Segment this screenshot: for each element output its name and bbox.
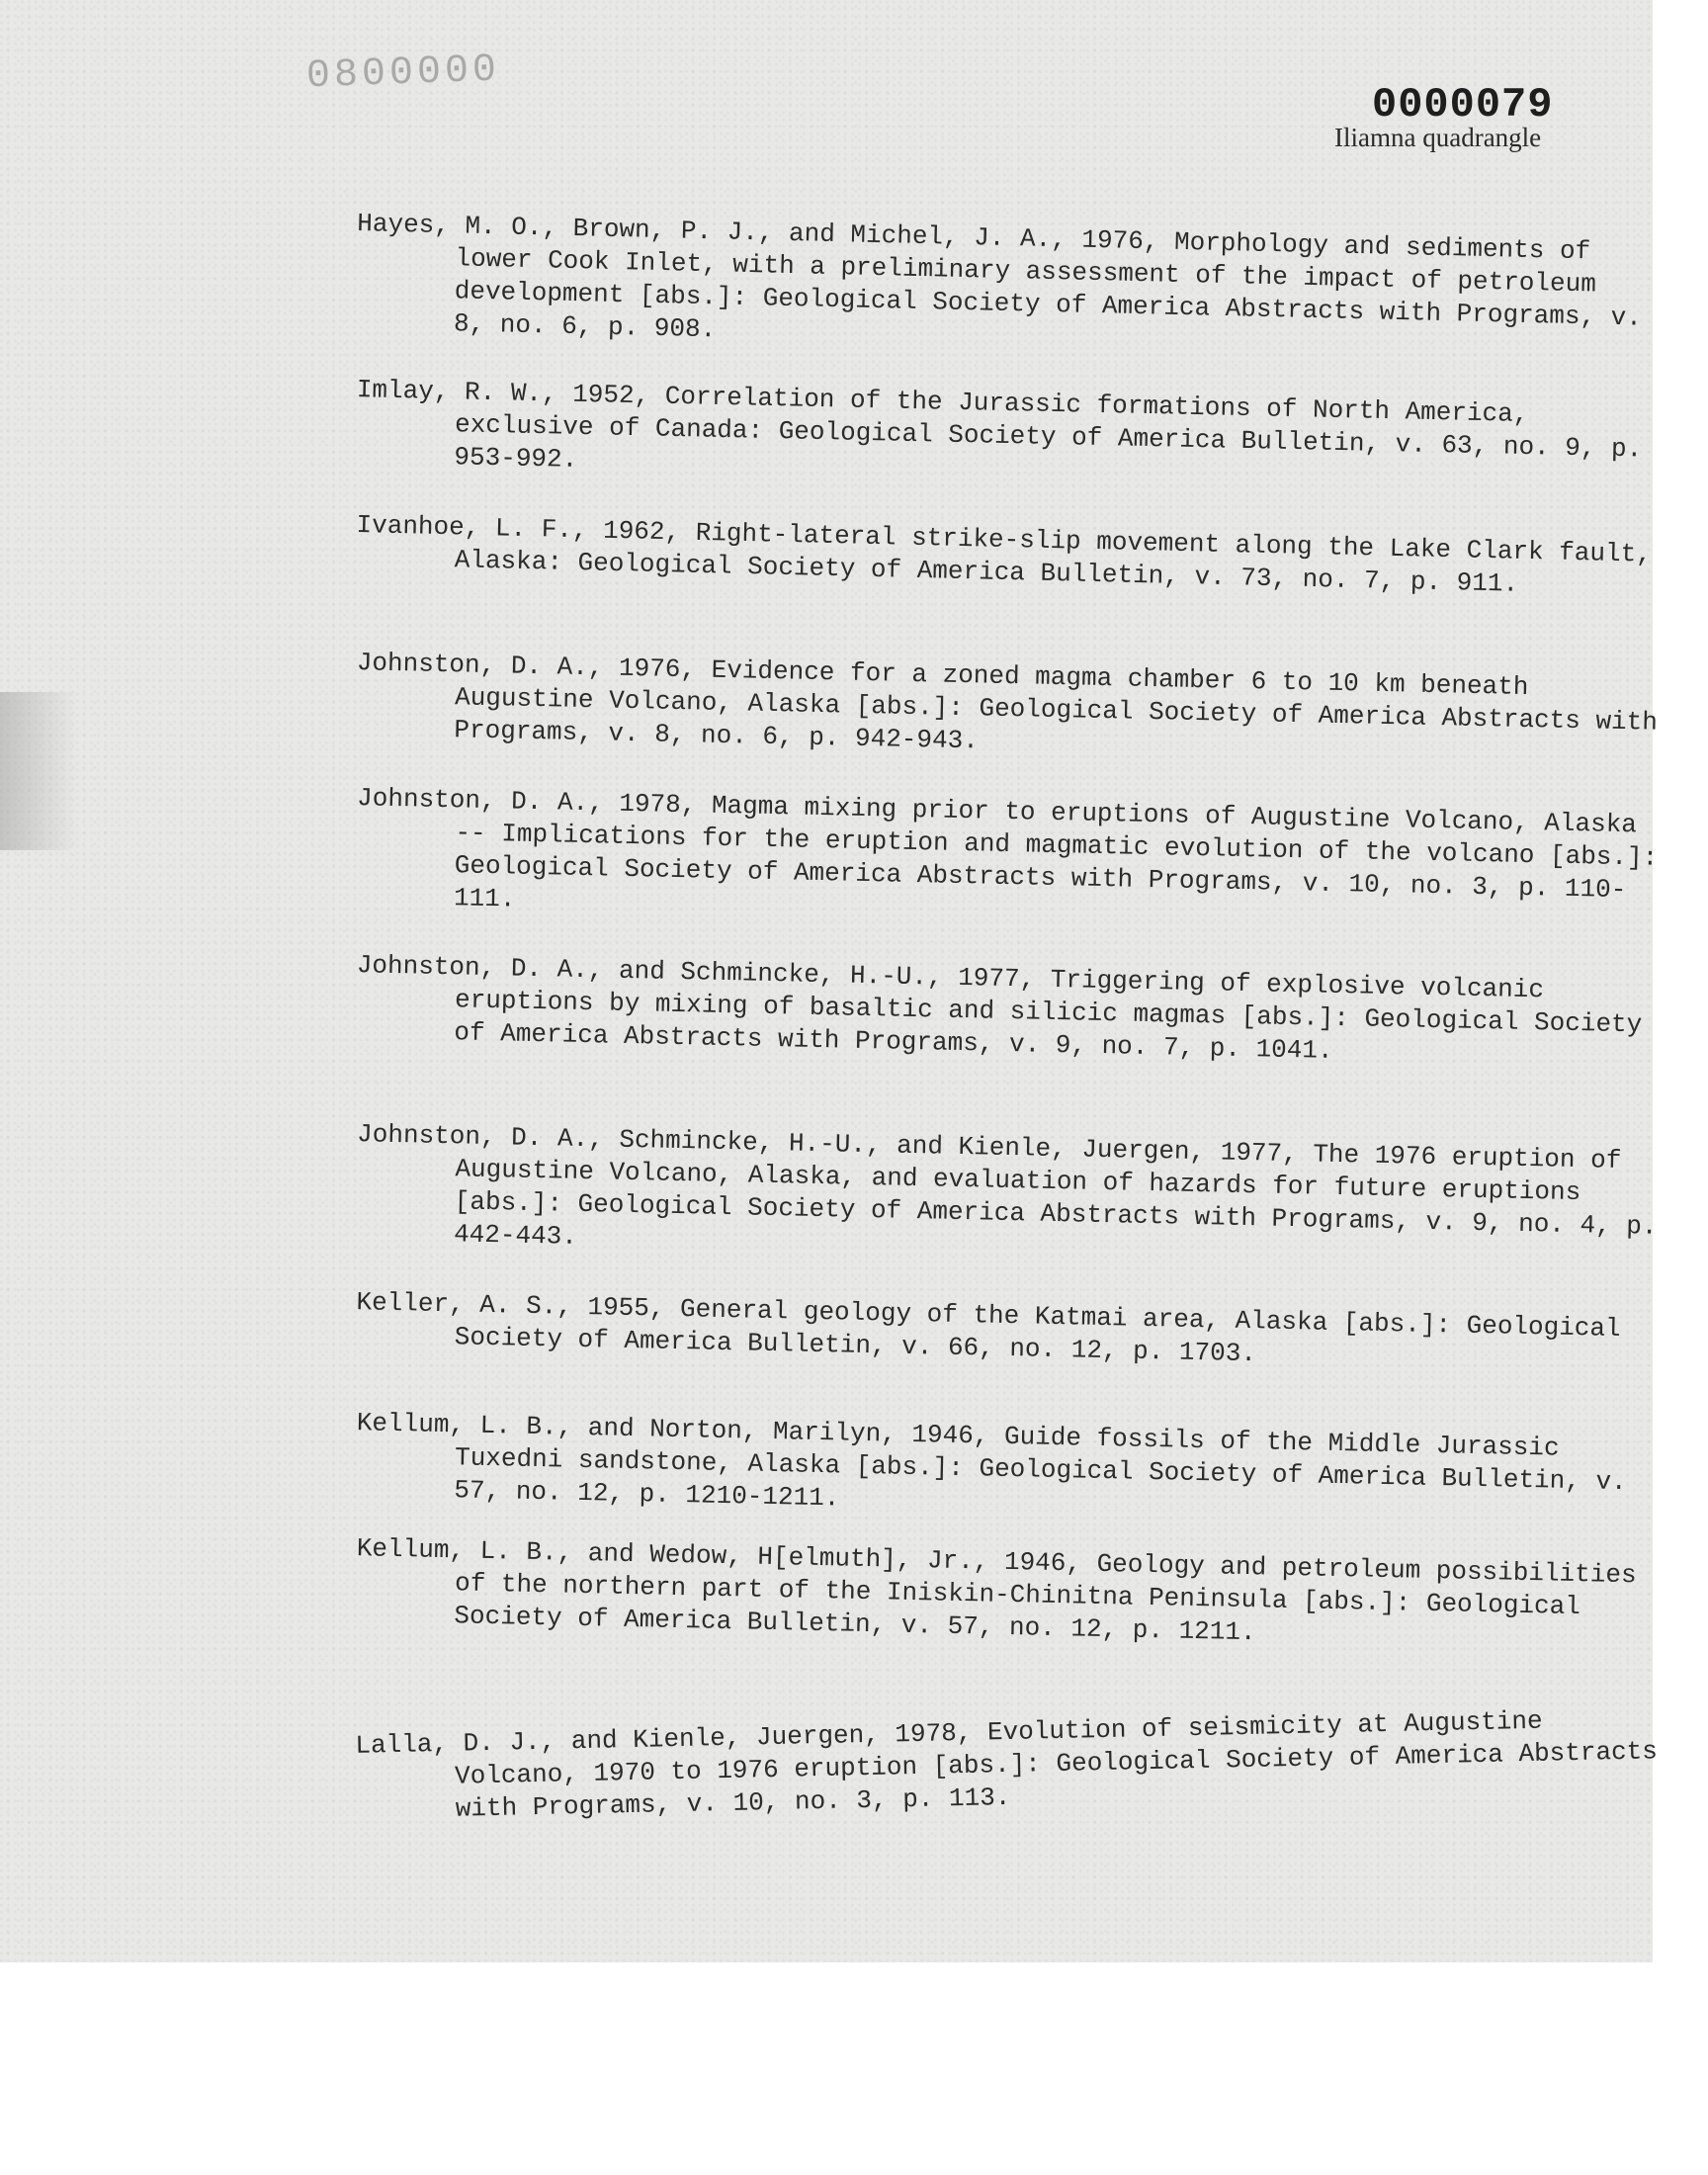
stamp-number: 0000079 bbox=[1372, 81, 1554, 129]
reference-entry: Johnston, D. A., 1976, Evidence for a zoned magma chamber 6 to 10 km beneath Augustine Volcano, Alaska [abs.]: Geological Society of America Abstracts with Programs, v. 8, no. 6, p. 942-943. bbox=[356, 648, 1673, 756]
reference-entry: Kellum, L. B., and Norton, Marilyn, 1946, Guide fossils of the Middle Jurassic Tuxedni sandstone, Alaska [abs.]: Geological Society of America Bulletin, v. 57, no. 12, p. 1210-1211. bbox=[356, 1408, 1643, 1514]
reference-entry: Kellum, L. B., and Wedow, H[elmuth], Jr., 1946, Geology and petroleum possibilities of the northern part of the Iniskin-Chinitna Peninsula [abs.]: Geological Society of America Bulletin, v. 57, no. 12, p. 1211. bbox=[356, 1533, 1653, 1648]
reference-entry: Imlay, R. W., 1952, Correlation of the Jurassic formations of North America, exclusive of Canada: Geological Society of America Bulletin, v. 63, no. 9, p. 953-992. bbox=[356, 375, 1659, 475]
reference-entry: Lalla, D. J., and Kienle, Juergen, 1978, Evolution of seismicity at Augustine Volcano, 1970 to 1976 eruption [abs.]: Geological Society of America Abstracts with Programs, v. 10, no. 3, p. 113. bbox=[355, 1705, 1673, 1824]
reference-entry: Johnston, D. A., and Schmincke, H.-U., 1977, Triggering of explosive volcanic eruptions by mixing of basaltic and silicic magmas [abs.]: Geological Society of America Abstracts with Programs, v. 9, no. 7, p. 1041. bbox=[356, 950, 1659, 1066]
faint-stamp-number: 0800000 bbox=[305, 47, 501, 100]
reference-entry: Ivanhoe, L. F., 1962, Right-lateral strike-slip movement along the Lake Clark fault, Alaska: Geological Society of America Bulletin, v. 73, no. 7, p. 911. bbox=[356, 510, 1667, 599]
reference-entry: Johnston, D. A., 1978, Magma mixing prior to eruptions of Augustine Volcano, Alaska -- Implications for the eruption and magmatic evolution of the volcano [abs.]: Geological Society of America Abstracts with Programs, v. 10, no. 3, p. 110-111. bbox=[356, 783, 1674, 914]
scan-shadow bbox=[0, 692, 77, 850]
reference-entry: Hayes, M. O., Brown, P. J., and Michel, J. A., 1976, Morphology and sediments of lower Cook Inlet, with a preliminary assessment of the impact of petroleum development [abs.]: Geological Society of America Abstracts with Programs, v. 8, no. 6, p. 908. bbox=[356, 209, 1658, 345]
reference-entry: Keller, A. S., 1955, General geology of the Katmai area, Alaska [abs.]: Geological Society of America Bulletin, v. 66, no. 12, p. 1703. bbox=[356, 1287, 1637, 1369]
quadrangle-title: Iliamna quadrangle bbox=[1334, 123, 1542, 152]
reference-entry: Johnston, D. A., Schmincke, H.-U., and Kienle, Juergen, 1977, The 1976 eruption of Augustine Volcano, Alaska, and evaluation of hazards for future eruptions [abs.]: Geological Society of America Abstracts with Programs, v. 9, no. 4, p. 442-443. bbox=[356, 1119, 1673, 1252]
